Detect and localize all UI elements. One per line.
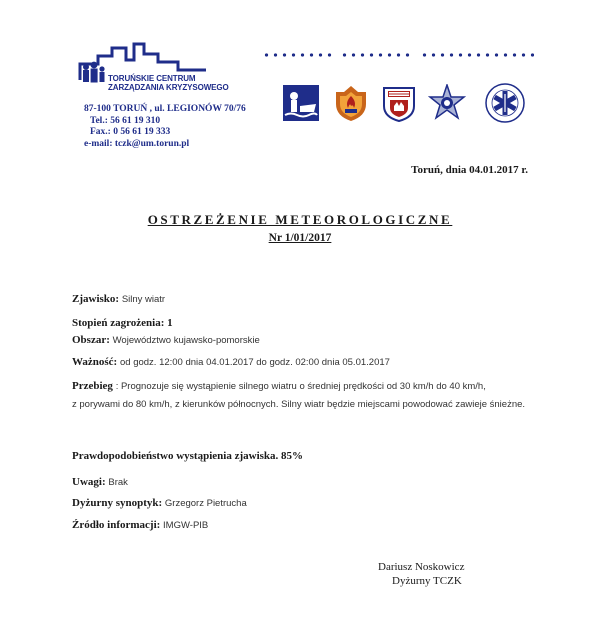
document-date: Toruń, dnia 04.01.2017 r.: [411, 164, 528, 176]
field-course-line2: z porywami do 80 km/h, z kierunków północnych. Silny wiatr będzie miejscami powodować zawieje śnieżne.: [72, 399, 526, 410]
field-phenomenon-label: Zjawisko:: [72, 293, 120, 305]
field-source: [72, 518, 208, 533]
field-area-value: Województwo kujawsko-pomorskie: [112, 335, 260, 346]
field-phenomenon: [72, 292, 165, 307]
field-validity: [72, 355, 390, 370]
field-course-label: Przebieg: [72, 380, 113, 392]
field-forecaster-value: Grzegorz Pietrucha: [164, 498, 247, 509]
signature-block: [378, 560, 464, 588]
dotted-separator: [340, 52, 412, 58]
dotted-separator: [420, 52, 534, 58]
field-level-value: 1: [167, 317, 173, 329]
water-rescue-emblem: [282, 84, 320, 122]
field-validity-label: Ważność:: [72, 356, 118, 368]
police-star-emblem: [428, 84, 466, 122]
org-name-line2: ZARZĄDZANIA KRYZYSOWEGO: [108, 83, 229, 92]
field-probability-label: Prawdopodobieństwo wystąpienia zjawiska.: [72, 450, 279, 462]
fire-service-emblem: [332, 84, 370, 122]
document-title-text: OSTRZEŻENIE METEOROLOGICZNE: [147, 212, 453, 227]
field-level-label: Stopień zagrożenia:: [72, 317, 165, 329]
signature-name: Dariusz Noskowicz: [378, 561, 465, 573]
fax-line: Fax.: 0 56 61 19 333: [90, 127, 171, 137]
org-name-line1: TORUŃSKIE CENTRUM: [108, 74, 196, 83]
field-source-value: IMGW-PIB: [163, 520, 209, 531]
address-line: 87-100 TORUŃ , ul. LEGIONÓW 70/76: [84, 104, 246, 114]
field-source-label: Źródło informacji:: [72, 519, 161, 531]
city-guard-emblem: [380, 84, 418, 122]
document-number: [0, 232, 600, 244]
contact-block: [84, 104, 246, 150]
field-forecaster: [72, 496, 247, 511]
dotted-separator: [262, 52, 334, 58]
field-remarks-value: Brak: [108, 477, 128, 488]
email-line: e-mail: tczk@um.torun.pl: [84, 138, 190, 149]
ambulance-star-of-life-emblem: [484, 82, 526, 124]
field-area: [72, 333, 260, 348]
field-remarks: [72, 475, 128, 490]
document-number-text: Nr 1/01/2017: [268, 232, 332, 244]
field-course-line1: : Prognozuje się wystąpienie silnego wiatru o średniej prędkości od 30 km/h do 40 km/h,: [115, 381, 486, 392]
signature-role: Dyżurny TCZK: [392, 575, 462, 587]
field-course: [72, 379, 542, 412]
field-level: [72, 316, 173, 330]
field-forecaster-label: Dyżurny synoptyk:: [72, 497, 163, 509]
field-probability-value: 85%: [281, 450, 304, 462]
field-probability: [72, 449, 303, 463]
field-phenomenon-value: Silny wiatr: [121, 294, 166, 305]
phone-line: Tel.: 56 61 19 310: [90, 115, 161, 126]
field-remarks-label: Uwagi:: [72, 476, 106, 488]
field-area-label: Obszar:: [72, 334, 110, 346]
field-validity-value: od godz. 12:00 dnia 04.01.2017 do godz. 02:00 dnia 05.01.2017: [119, 357, 390, 368]
document-title: [0, 212, 600, 228]
org-name: [108, 74, 229, 92]
